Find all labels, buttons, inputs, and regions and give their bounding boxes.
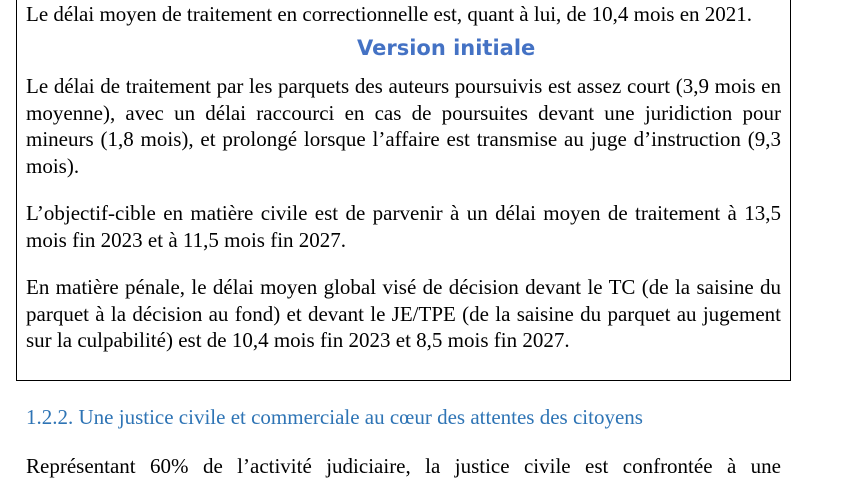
body-paragraph: Représentant 60% de l’activité judiciaire, la justice civile est confrontée à une xyxy=(26,454,781,478)
version-label: Version initiale xyxy=(357,36,536,60)
box-paragraph-2: Le délai de traitement par les parquets des auteurs poursuivis est assez court (3,9 mois en moyenne), avec un délai raccourci en cas de poursuites devant une juridiction pour mineurs (1,8 mois), et prolongé lorsque l’affaire est transmise au juge d’instruction (9,3 mois). xyxy=(26,74,781,178)
box-paragraph-1: Le délai moyen de traitement en correctionnelle est, quant à lui, de 10,4 mois en 2021. xyxy=(26,2,753,26)
box-paragraph-3: L’objectif-cible en matière civile est de parvenir à un délai moyen de traitement à 13,5 mois fin 2023 et à 11,5 mois fin 2027. xyxy=(26,201,781,252)
box-paragraph-4: En matière pénale, le délai moyen global visé de décision devant le TC (de la saisine du parquet à la décision au fond) et devant le JE/TPE (de la saisine du parquet au jugement sur la culpabilité) est de 10,4 mois fin 2023 et 8,5 mois fin 2027. xyxy=(26,275,781,352)
section-heading: 1.2.2. Une justice civile et commerciale au cœur des attentes des citoyens xyxy=(26,405,643,429)
